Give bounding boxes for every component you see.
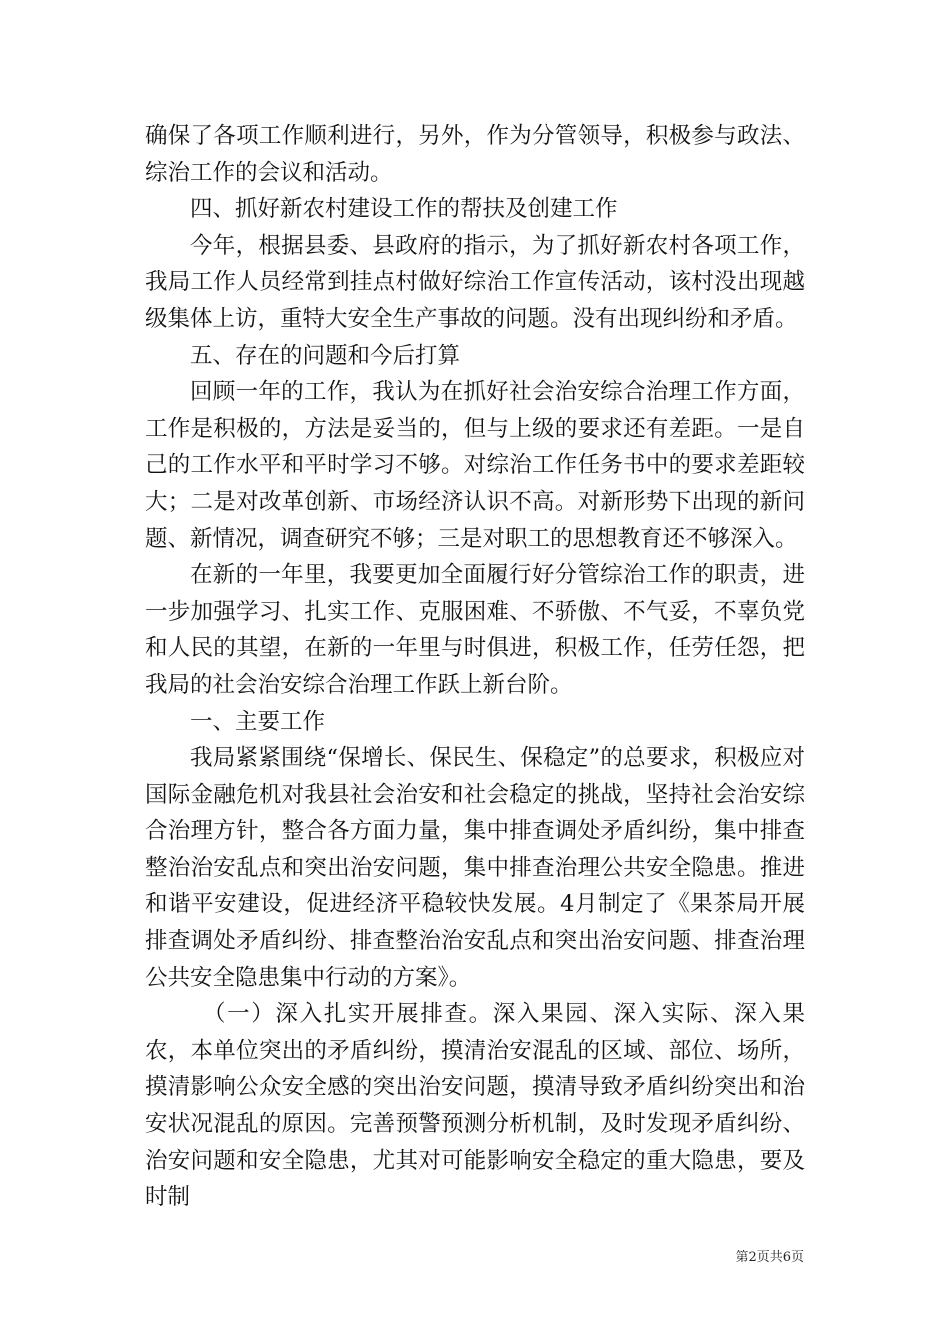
document-body: [145, 118, 805, 1216]
paragraph-new-village: 今年，根据县委、县政府的指示，为了抓好新农村各项工作，我局工作人员经常到挂点村做好综治工作宣传活动，该村没出现越级集体上访，重特大安全生产事故的问题。没有出现纠纷和矛盾。: [145, 232, 805, 332]
section-heading-one: 一、主要工作: [190, 708, 326, 735]
section-heading-four: 四、抓好新农村建设工作的帮扶及创建工作: [190, 196, 618, 223]
paragraph-subsection-one: （一）深入扎实开展排查。深入果园、深入实际、深入果农，本单位突出的矛盾纠纷，摸清治安混乱的区域、部位、场所，摸清影响公众安全感的突出治安问题，摸清导致矛盾纠纷突出和治安状况混乱的原因。完善预警预测分析机制，及时发现矛盾纠纷、治安问题和安全隐患，尤其对可能影响安全稳定的重大隐患，要及时制: [145, 1001, 805, 1211]
paragraph-continuation: 确保了各项工作顺利进行，另外，作为分管领导，积极参与政法、综治工作的会议和活动。: [145, 123, 805, 186]
paragraph-new-year: 在新的一年里，我要更加全面履行好分管综治工作的职责，进一步加强学习、扎实工作、克服困难、不骄傲、不气妥，不辜负党和人民的其望，在新的一年里与时俱进，积极工作，任劳任怨，把我局的社会治安综合治理工作跃上新台阶。: [145, 562, 805, 698]
paragraph-main-work: 我局紧紧围绕“保增长、保民生、保稳定”的总要求，积极应对国际金融危机对我县社会治安和社会稳定的挑战，坚持社会治安综合治理方针，整合各方面力量，集中排查调处矛盾纠纷，集中排查整治治安乱点和突出治安问题，集中排查治理公共安全隐患。推进和谐平安建设，促进经济平稳较快发展。4月制定了《果茶局开展排查调处矛盾纠纷、排查整治治安乱点和突出治安问题、排查治理公共安全隐患集中行动的方案》。: [145, 745, 805, 991]
section-heading-five: 五、存在的问题和今后打算: [190, 342, 461, 369]
paragraph-review: 回顾一年的工作，我认为在抓好社会治安综合治理工作方面，工作是积极的，方法是妥当的，但与上级的要求还有差距。一是自己的工作水平和平时学习不够。对综治工作任务书中的要求差距较大；二是对改革创新、市场经济认识不高。对新形势下出现的新问题、新情况，调查研究不够；三是对职工的思想教育还不够深入。: [145, 379, 805, 552]
page-number: 第2页共6页: [735, 1250, 804, 1265]
